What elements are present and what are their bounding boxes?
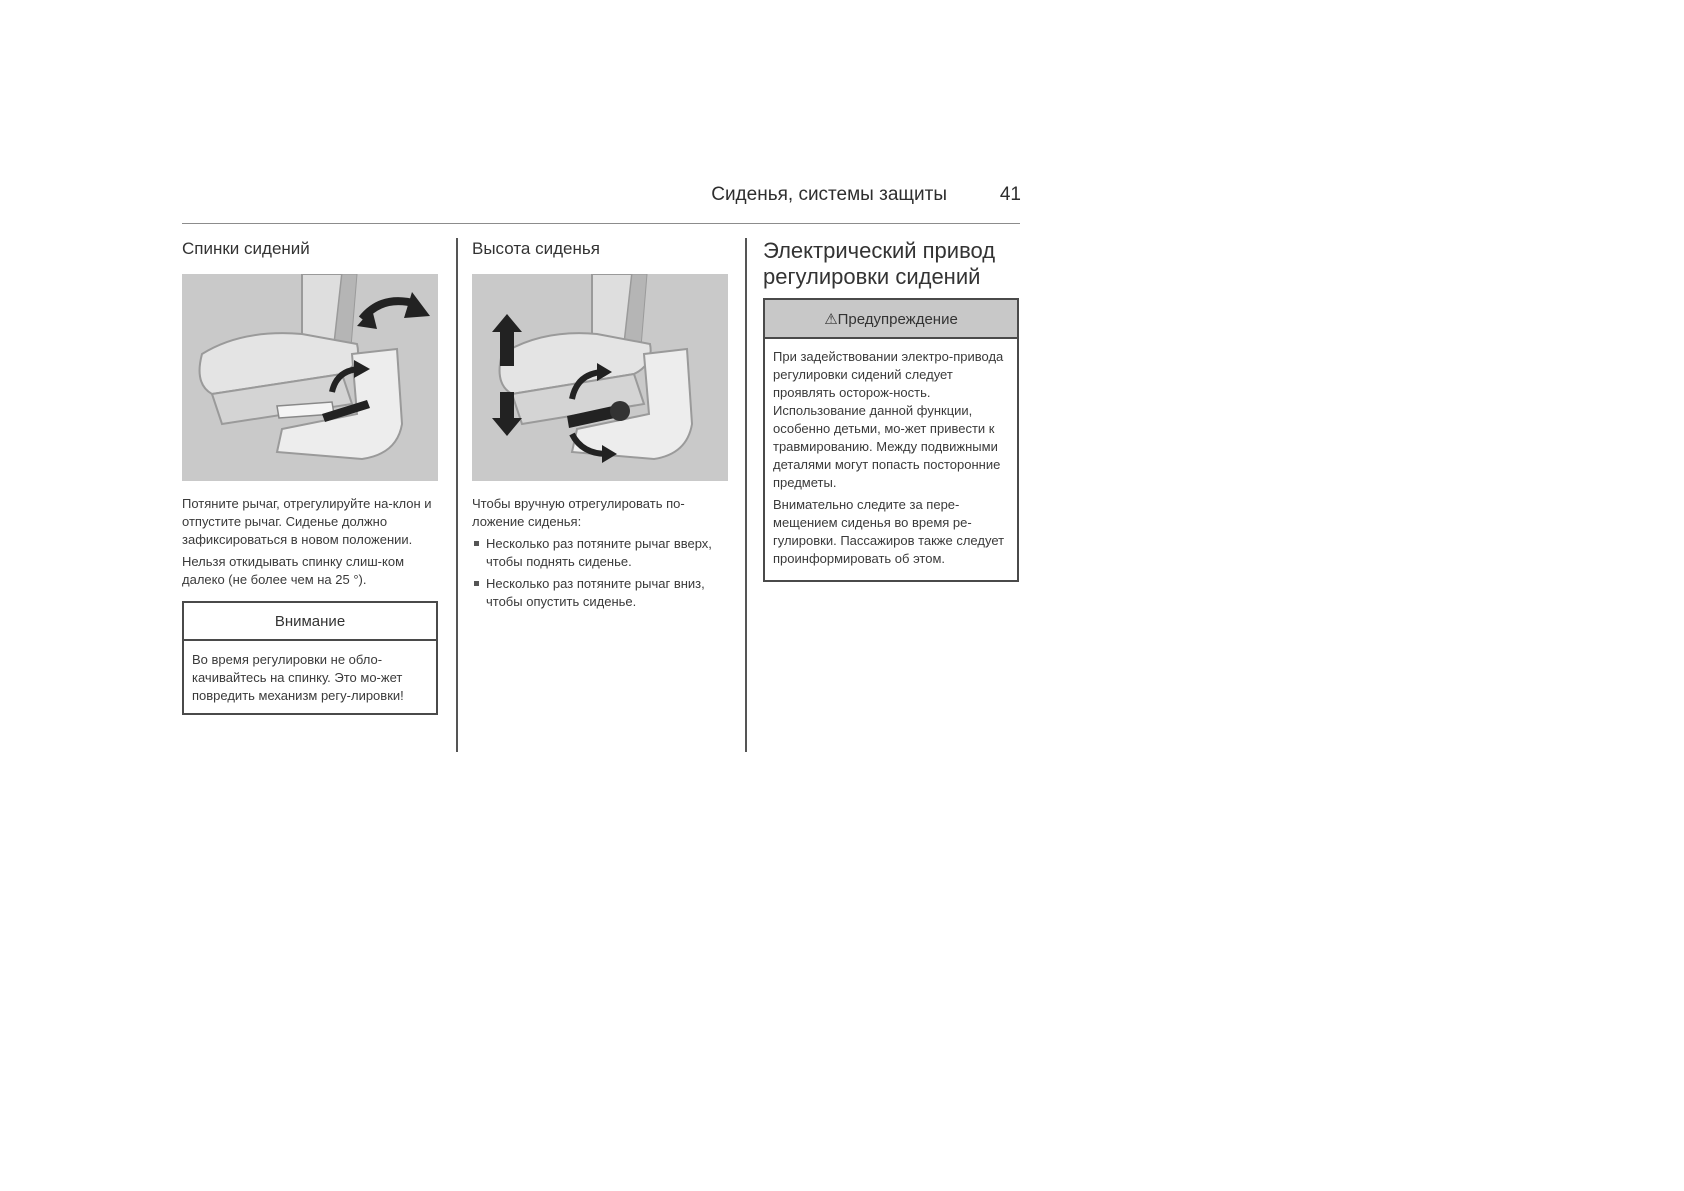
- caution-notice-title: Внимание: [184, 603, 436, 641]
- column-divider-1: [456, 238, 458, 752]
- column-seat-backrests: [182, 238, 438, 715]
- seat-height-adjustment-illustration: [472, 274, 728, 481]
- warning-box: [763, 298, 1019, 582]
- list-item: Несколько раз потяните рычаг вниз, чтобы опустить сиденье.: [472, 575, 728, 611]
- backrest-angle-limit-paragraph: Нельзя откидывать спинку слиш-ком далеко (не более чем на 25 °).: [182, 554, 405, 587]
- header-rule: [182, 223, 1020, 224]
- warning-body: [765, 339, 1017, 580]
- warning-paragraph: Внимательно следите за пере-мещением сиденья во время ре-гулировки. Пассажиров также следует проинформировать об этом.: [773, 497, 1005, 566]
- section-heading-seat-height: Высота сиденья: [472, 239, 600, 258]
- running-header-title: Сиденья, системы защиты: [711, 184, 947, 205]
- column-power-seats: [763, 238, 1019, 582]
- height-adjustment-steps: [472, 535, 728, 611]
- backrest-instructions-paragraph: Потяните рычаг, отрегулируйте на-клон и отпустите рычаг. Сиденье должно зафиксироваться в новом положении.: [182, 496, 432, 547]
- section-heading-seat-backrests: Спинки сидений: [182, 239, 310, 258]
- warning-paragraph: При задействовании электро-привода регулировки сидений следует проявлять осторож-ность. Использование данной функции, особенно детьми, мо-жет привести к травмированию. Между подвижными деталями могут попасть посторонние предметы.: [773, 349, 1004, 490]
- column-divider-2: [745, 238, 747, 752]
- list-item: Несколько раз потяните рычаг вверх, чтобы поднять сиденье.: [472, 535, 728, 571]
- column-seat-height: [472, 238, 728, 615]
- warning-triangle-icon: ⚠: [824, 311, 838, 328]
- caution-notice-box: [182, 601, 438, 715]
- seat-backrest-adjustment-illustration: [182, 274, 438, 481]
- page-number: 41: [999, 184, 1021, 205]
- height-adjustment-intro: Чтобы вручную отрегулировать по-ложение сиденья:: [472, 496, 685, 529]
- caution-notice-text: Во время регулировки не обло-качивайтесь на спинку. Это мо-жет повредить механизм регу-лировки!: [192, 652, 404, 703]
- warning-title: Предупреждение: [837, 311, 958, 328]
- warning-title-bar: [765, 300, 1017, 339]
- section-heading-power-seats: Электрический привод регулировки сидений: [763, 238, 996, 289]
